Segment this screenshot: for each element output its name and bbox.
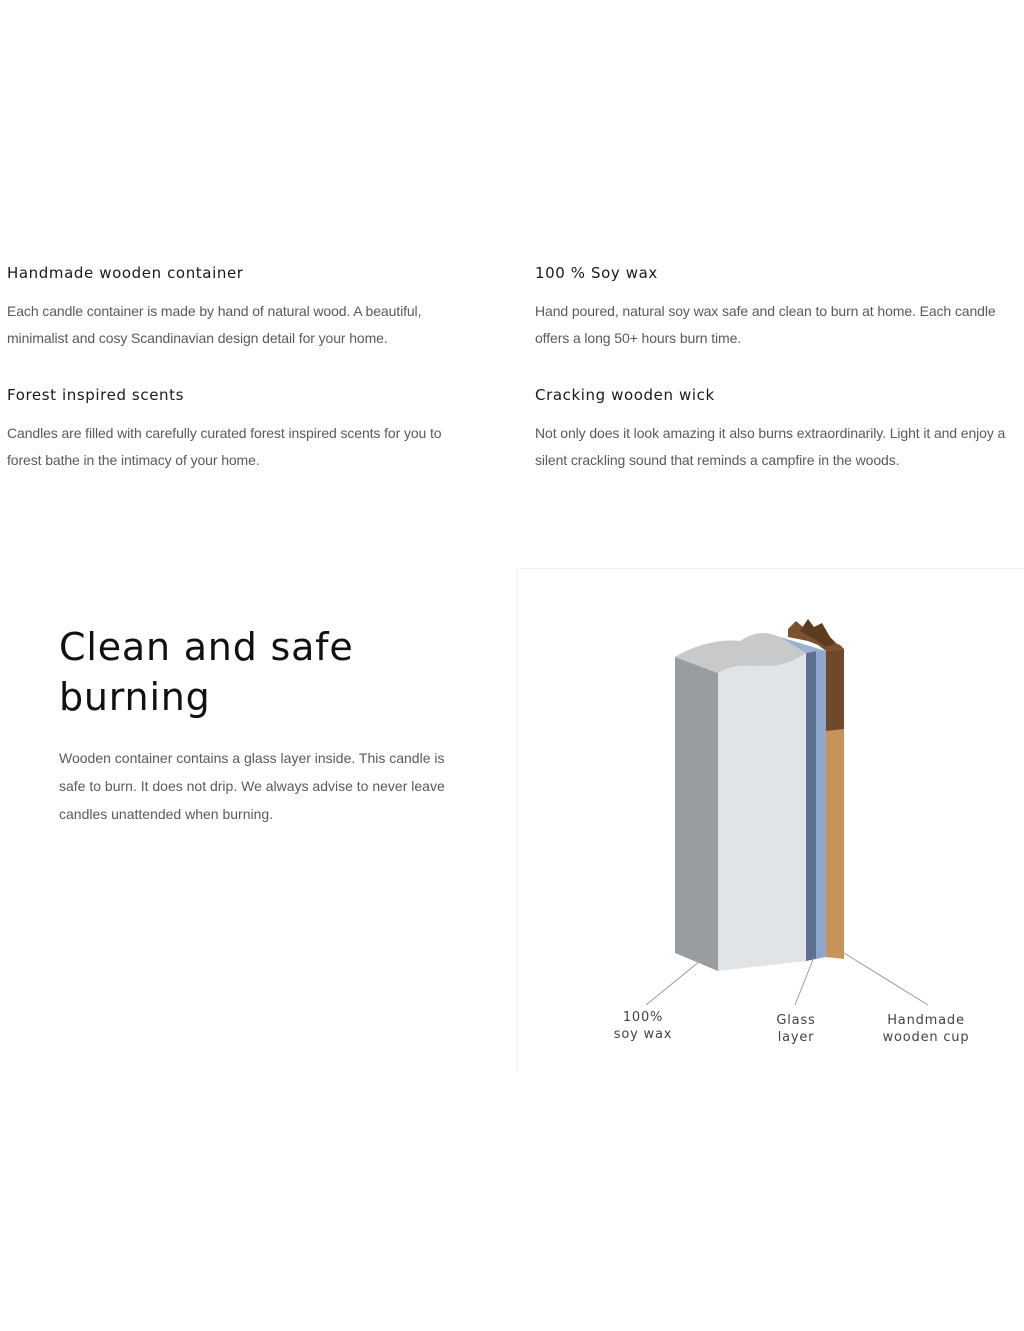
feature-title: Forest inspired scents (7, 386, 185, 404)
wax-side (675, 657, 718, 971)
feature-handmade-container (7, 264, 467, 352)
candle-diagram-illustration (518, 569, 1024, 1071)
feature-soy-wax (535, 264, 1020, 352)
leader-line-glass (795, 957, 814, 1005)
feature-text: Hand poured, natural soy wax safe and clean to burn at home. Each candle offers a long 50+ hours burn time. (535, 303, 996, 346)
section-text: Wooden container contains a glass layer inside. This candle is safe to burn. It does not drip. We always advise to never leave candles unattended when burning. (59, 750, 445, 822)
glass-layer-edge (806, 651, 816, 961)
glass-layer (816, 651, 826, 959)
label-glass-layer: Glass layer (776, 1013, 816, 1045)
feature-wooden-wick (535, 386, 1024, 474)
candle-cross-section-diagram (517, 568, 1024, 1071)
feature-title: Cracking wooden wick (535, 386, 715, 404)
feature-title: Handmade wooden container (7, 264, 244, 282)
feature-text: Each candle container is made by hand of natural wood. A beautiful, minimalist and cosy Scandinavian design detail for your home. (7, 303, 422, 346)
feature-text: Candles are filled with carefully curated forest inspired scents for you to forest bathe in the intimacy of your home. (7, 425, 442, 468)
label-soy-wax: 100% soy wax (613, 1010, 673, 1042)
label-wooden-cup: Handmade wooden cup (882, 1013, 970, 1045)
leader-line-wax (646, 961, 700, 1005)
wood-layer-dark (826, 649, 844, 731)
leader-line-wood (844, 953, 928, 1005)
wax-front (718, 653, 806, 971)
section-heading: Clean and safe burning (59, 625, 354, 719)
feature-forest-scents (7, 386, 477, 474)
feature-title: 100 % Soy wax (535, 264, 658, 282)
feature-text: Not only does it look amazing it also burns extraordinarily. Light it and enjoy a silent crackling sound that reminds a campfire in the woods. (535, 425, 1006, 468)
